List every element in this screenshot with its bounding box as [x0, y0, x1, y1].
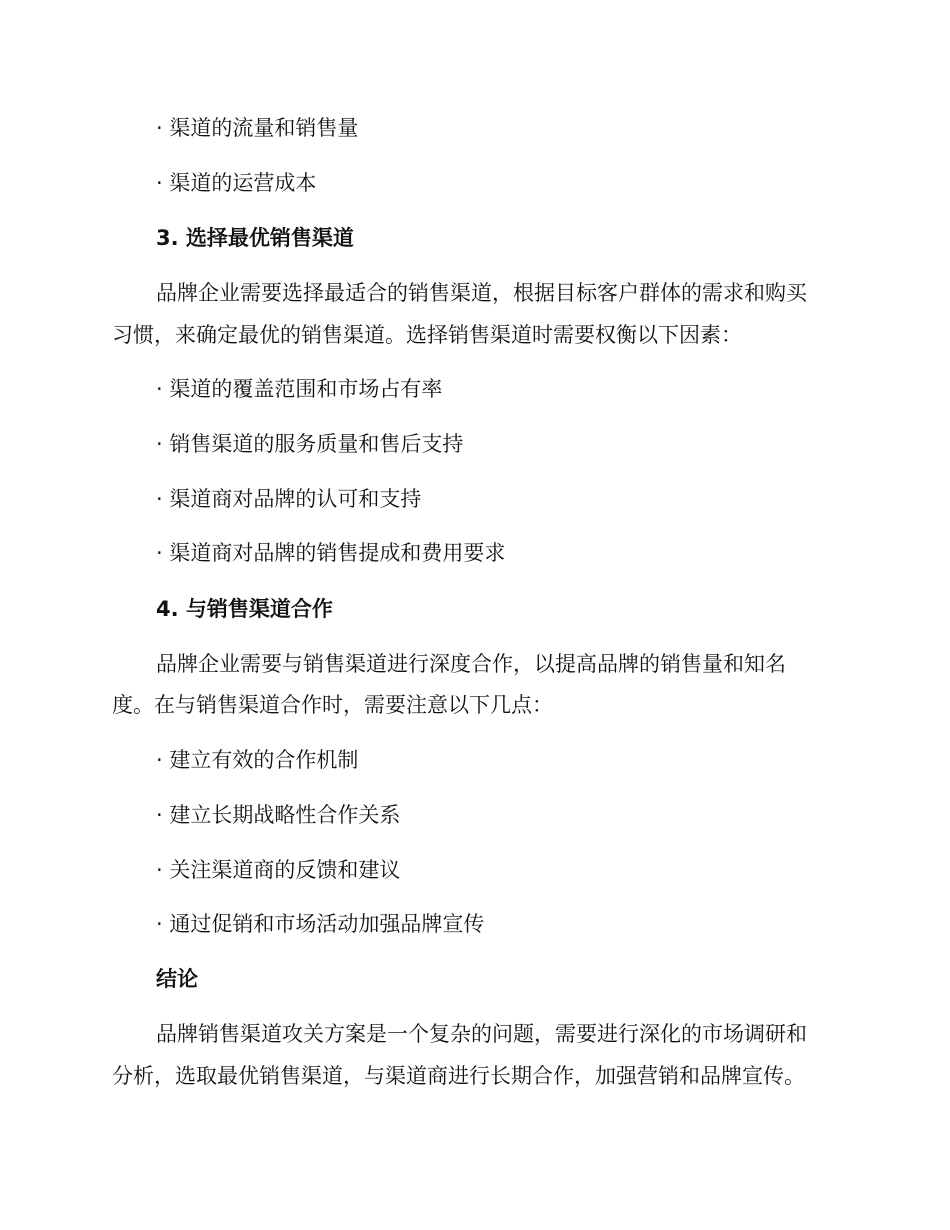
bullet-item: · 关注渠道商的反馈和建议 — [156, 858, 401, 882]
section-heading: 结论 — [156, 967, 198, 991]
section-heading: 4. 与销售渠道合作 — [156, 597, 333, 621]
bullet-item: · 渠道的流量和销售量 — [156, 116, 359, 140]
bullet-item: · 渠道商对品牌的认可和支持 — [156, 487, 422, 511]
paragraph-line: 度。在与销售渠道合作时，需要注意以下几点： — [112, 693, 553, 717]
bullet-item: · 建立长期战略性合作关系 — [156, 803, 401, 827]
bullet-item: · 渠道的覆盖范围和市场占有率 — [156, 377, 443, 401]
bullet-item: · 通过促销和市场活动加强品牌宣传 — [156, 912, 485, 936]
paragraph-line: 分析，选取最优销售渠道，与渠道商进行长期合作，加强营销和品牌宣传。 — [112, 1064, 805, 1088]
bullet-item: · 销售渠道的服务质量和售后支持 — [156, 432, 464, 456]
bullet-item: · 渠道商对品牌的销售提成和费用要求 — [156, 541, 506, 565]
section-heading: 3. 选择最优销售渠道 — [156, 226, 354, 250]
paragraph-line: 品牌企业需要选择最适合的销售渠道，根据目标客户群体的需求和购买 — [156, 281, 807, 305]
paragraph-line: 品牌企业需要与销售渠道进行深度合作，以提高品牌的销售量和知名 — [156, 652, 786, 676]
bullet-item: · 建立有效的合作机制 — [156, 748, 359, 772]
paragraph-line: 品牌销售渠道攻关方案是一个复杂的问题，需要进行深化的市场调研和 — [156, 1022, 807, 1046]
bullet-item: · 渠道的运营成本 — [156, 171, 317, 195]
paragraph-line: 习惯，来确定最优的销售渠道。选择销售渠道时需要权衡以下因素： — [112, 323, 742, 347]
